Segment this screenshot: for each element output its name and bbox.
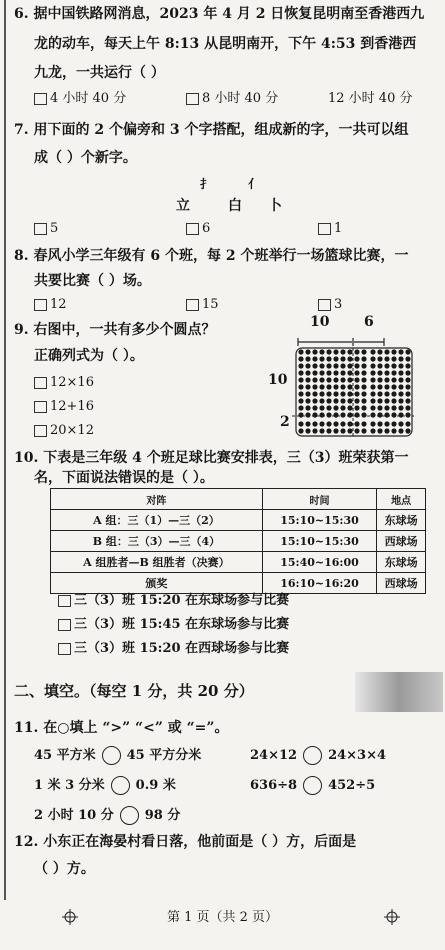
grid-dot [319, 405, 324, 410]
grid-dot [361, 428, 366, 433]
grid-dot [340, 398, 345, 403]
grid-dot [305, 349, 310, 354]
grid-dot [370, 377, 375, 382]
grid-dot [326, 428, 331, 433]
table-header: 地点 [377, 489, 426, 510]
grid-dot [370, 349, 375, 354]
grid-dot [405, 377, 410, 382]
grid-dot [361, 370, 366, 375]
grid-dot [298, 384, 303, 389]
grid-dot [340, 370, 345, 375]
grid-dot [319, 356, 324, 361]
table-cell: 15:10~15:30 [262, 531, 376, 552]
grid-dot [305, 398, 310, 403]
grid-dot [305, 363, 310, 368]
grid-dot [319, 384, 324, 389]
grid-dot [391, 384, 396, 389]
grid-dot [305, 421, 310, 426]
q7-radical-1: 扌 [200, 177, 213, 191]
grid-dot [305, 370, 310, 375]
grid-dot [361, 398, 366, 403]
q11-compare-4[interactable]: 636÷8 452÷5 [250, 778, 376, 793]
q11-line1: 11. 在○填上 “>” “<” 或 “=”。 [14, 720, 229, 736]
section-heading: 二、填空。（每空 1 分，共 20 分） [14, 682, 254, 700]
grid-dot [305, 412, 310, 417]
q10-option-b[interactable]: 三（3）班 15:45 在东球场参与比赛 [58, 614, 289, 636]
grid-dot [319, 391, 324, 396]
q11-compare-1[interactable]: 45 平方米 45 平方分米 [34, 748, 202, 763]
grid-dot [384, 370, 389, 375]
checkbox-icon [58, 595, 71, 607]
grid-dot [298, 398, 303, 403]
grid-dot [333, 384, 338, 389]
grid-dot [391, 398, 396, 403]
grid-dot [391, 391, 396, 396]
grid-dot [347, 391, 352, 396]
grid-dot [405, 398, 410, 403]
table-cell: 颁奖 [51, 573, 263, 594]
grid-dot [326, 363, 331, 368]
grid-dot [377, 384, 382, 389]
grid-dot [398, 363, 403, 368]
grid-dot [312, 405, 317, 410]
checkbox-icon [34, 223, 47, 235]
scan-shadow [355, 672, 443, 712]
grid-dot [326, 384, 331, 389]
grid-dot [391, 370, 396, 375]
grid-dot [405, 363, 410, 368]
q12-line2: （ ）方。 [34, 861, 95, 877]
grid-dot [377, 377, 382, 382]
q11-compare-3[interactable]: 1 米 3 分米 0.9 米 [34, 778, 176, 793]
grid-dot [312, 363, 317, 368]
grid-dot [361, 412, 366, 417]
grid-dot [384, 428, 389, 433]
q7-line1: 7. 用下面的 2 个偏旁和 3 个字搭配，组成新的字，一共可以组 [14, 122, 409, 138]
grid-dot [305, 391, 310, 396]
grid-dot [312, 421, 317, 426]
table-row [51, 510, 426, 531]
grid-dot [370, 356, 375, 361]
grid-dot [312, 428, 317, 433]
grid-dot [354, 384, 359, 389]
q10-option-a[interactable]: 三（3）班 15:20 在东球场参与比赛 [58, 590, 289, 612]
grid-dot [305, 356, 310, 361]
grid-dot [398, 384, 403, 389]
grid-dot [326, 398, 331, 403]
grid-dot [298, 349, 303, 354]
grid-dot [319, 428, 324, 433]
q6-line3: 九龙，一共运行（ ） [34, 65, 165, 81]
table-cell: 15:40~16:00 [262, 552, 376, 573]
grid-label-left: 10 [268, 372, 288, 388]
grid-dot [405, 421, 410, 426]
grid-dot [405, 370, 410, 375]
grid-dot [312, 412, 317, 417]
grid-dot [398, 370, 403, 375]
page-footer: 第 1 页（共 2 页） [166, 910, 279, 925]
grid-dot [370, 370, 375, 375]
grid-dot [347, 356, 352, 361]
table-cell: 西球场 [377, 531, 426, 552]
grid-dot [354, 391, 359, 396]
checkbox-icon [58, 619, 71, 631]
q6-option-b[interactable]: 8 小时 40 分 [186, 88, 278, 110]
grid-dot [298, 412, 303, 417]
grid-dot [340, 349, 345, 354]
grid-dot [391, 412, 396, 417]
grid-dot [333, 370, 338, 375]
grid-dot [333, 356, 338, 361]
dot-grid-svg [288, 336, 438, 440]
grid-dot [347, 405, 352, 410]
grid-dot [370, 398, 375, 403]
grid-dot [333, 398, 338, 403]
grid-dot [398, 421, 403, 426]
grid-dot [391, 428, 396, 433]
q12-line1: 12. 小东正在海晏村看日落，他前面是（ ）方，后面是 [14, 834, 357, 850]
grid-dot [319, 377, 324, 382]
grid-dot [384, 356, 389, 361]
grid-dot [305, 384, 310, 389]
grid-dot [384, 377, 389, 382]
grid-dot [354, 363, 359, 368]
grid-dot [340, 428, 345, 433]
grid-dot [398, 377, 403, 382]
grid-dot [354, 428, 359, 433]
checkbox-icon [34, 377, 47, 389]
table-cell: 东球场 [377, 552, 426, 573]
grid-dot [319, 421, 324, 426]
grid-label-top-left: 10 [310, 314, 330, 330]
q7-option-b[interactable]: 6 [186, 218, 210, 240]
checkbox-icon [58, 643, 71, 655]
grid-dot [305, 405, 310, 410]
grid-dot [326, 356, 331, 361]
grid-dot [340, 356, 345, 361]
binding-line [4, 0, 6, 900]
grid-dot [370, 384, 375, 389]
grid-dot [305, 428, 310, 433]
q9-line2: 正确列式为（ ）。 [34, 348, 144, 364]
grid-label-bottom: 2 [280, 414, 290, 430]
table-header-row [51, 489, 426, 510]
q11-compare-2[interactable]: 24×12 24×3×4 [250, 748, 387, 763]
q9-line1: 9. 右图中，一共有多少个圆点？ [14, 322, 216, 338]
grid-dot [312, 349, 317, 354]
grid-dot [354, 421, 359, 426]
table-cell: 15:10~15:30 [262, 510, 376, 531]
table-cell: 西球场 [377, 573, 426, 594]
dot-grid-figure [268, 314, 438, 444]
grid-dot [340, 405, 345, 410]
table-row [51, 531, 426, 552]
q8-option-a[interactable]: 12 [34, 294, 67, 316]
grid-dot [370, 405, 375, 410]
grid-dot [326, 349, 331, 354]
dots-group [298, 349, 410, 433]
grid-dot [333, 405, 338, 410]
grid-dot [354, 377, 359, 382]
grid-dot [391, 405, 396, 410]
grid-dot [398, 428, 403, 433]
grid-dot [340, 363, 345, 368]
grid-dot [347, 349, 352, 354]
q7-char-1: 立 [176, 198, 190, 214]
table-cell: A 组：三（1）—三（2） [51, 510, 263, 531]
grid-dot [333, 377, 338, 382]
grid-dot [370, 421, 375, 426]
q6-line2: 龙的动车，每天上午 8:13 从昆明南开，下午 4:53 到香港西 [34, 36, 417, 52]
grid-dot [405, 405, 410, 410]
grid-dot [361, 391, 366, 396]
grid-dot [398, 398, 403, 403]
grid-dot [298, 421, 303, 426]
grid-dot [398, 356, 403, 361]
q10-option-c[interactable]: 三（3）班 15:20 在西球场参与比赛 [58, 638, 289, 660]
grid-dot [340, 391, 345, 396]
grid-dot [361, 356, 366, 361]
grid-dot [384, 412, 389, 417]
answer-circle[interactable] [303, 746, 322, 765]
q6-option-a[interactable]: 4 小时 40 分 [34, 88, 126, 110]
grid-dot [361, 384, 366, 389]
grid-dot [326, 412, 331, 417]
grid-dot [391, 356, 396, 361]
grid-dot [326, 391, 331, 396]
grid-dot [398, 405, 403, 410]
grid-dot [377, 405, 382, 410]
table-header: 对阵 [51, 489, 263, 510]
grid-dot [377, 363, 382, 368]
table-cell: 16:10~16:20 [262, 573, 376, 594]
grid-dot [391, 349, 396, 354]
grid-dot [361, 405, 366, 410]
table-header: 时间 [262, 489, 376, 510]
table-cell: A 组胜者—B 组胜者（决赛） [51, 552, 263, 573]
grid-dot [391, 421, 396, 426]
answer-circle[interactable] [102, 746, 121, 765]
grid-dot [347, 377, 352, 382]
checkbox-icon [318, 299, 331, 311]
grid-dot [405, 356, 410, 361]
grid-dot [377, 398, 382, 403]
grid-dot [340, 384, 345, 389]
q8-line2: 共要比赛（ ）场。 [34, 273, 151, 289]
grid-dot [298, 356, 303, 361]
grid-dot [326, 405, 331, 410]
grid-dot [347, 370, 352, 375]
grid-dot [298, 391, 303, 396]
table-cell: 东球场 [377, 510, 426, 531]
grid-dot [312, 384, 317, 389]
grid-dot [312, 377, 317, 382]
grid-dot [340, 421, 345, 426]
grid-dot [354, 412, 359, 417]
checkbox-icon [34, 93, 47, 105]
checkbox-icon [34, 425, 47, 437]
grid-dot [405, 391, 410, 396]
grid-dot [333, 349, 338, 354]
grid-dot [384, 421, 389, 426]
grid-dot [312, 356, 317, 361]
grid-dot [361, 377, 366, 382]
q7-line2: 成（ ）个新字。 [34, 150, 137, 166]
grid-dot [354, 405, 359, 410]
grid-dot [354, 370, 359, 375]
checkbox-icon [34, 299, 47, 311]
q9-option-b[interactable]: 12+16 [34, 396, 94, 418]
grid-label-top-right: 6 [364, 314, 374, 330]
grid-dot [319, 349, 324, 354]
grid-dot [377, 391, 382, 396]
answer-circle[interactable] [120, 806, 139, 825]
grid-dot [391, 377, 396, 382]
grid-dot [377, 421, 382, 426]
grid-dot [384, 349, 389, 354]
grid-dot [384, 391, 389, 396]
grid-dot [361, 349, 366, 354]
grid-dot [333, 391, 338, 396]
grid-dot [333, 363, 338, 368]
grid-dot [347, 428, 352, 433]
grid-dot [326, 370, 331, 375]
grid-dot [298, 370, 303, 375]
checkbox-icon [318, 223, 331, 235]
grid-dot [354, 349, 359, 354]
grid-dot [384, 405, 389, 410]
grid-dot [305, 377, 310, 382]
q7-option-a[interactable]: 5 [34, 218, 58, 240]
grid-dot [298, 405, 303, 410]
grid-dot [377, 412, 382, 417]
q9-option-c[interactable]: 20×12 [34, 420, 94, 442]
grid-dot [333, 428, 338, 433]
grid-dot [405, 412, 410, 417]
grid-dot [384, 363, 389, 368]
grid-dot [340, 377, 345, 382]
grid-dot [340, 412, 345, 417]
table-cell: B 组：三（3）—三（4） [51, 531, 263, 552]
grid-dot [405, 428, 410, 433]
schedule-table [50, 488, 426, 594]
q7-char-3: 卜 [268, 198, 282, 214]
q8-line1: 8. 春风小学三年级有 6 个班，每 2 个班举行一场篮球比赛，一 [14, 248, 409, 264]
grid-dot [347, 412, 352, 417]
grid-dot [319, 398, 324, 403]
grid-dot [377, 370, 382, 375]
grid-dot [377, 428, 382, 433]
q6-option-c[interactable]: 12 小时 40 分 [328, 91, 413, 106]
answer-circle[interactable] [111, 776, 130, 795]
q7-option-c[interactable]: 1 [318, 218, 342, 240]
grid-dot [370, 412, 375, 417]
grid-dot [370, 428, 375, 433]
grid-dot [384, 384, 389, 389]
grid-dot [347, 384, 352, 389]
checkbox-icon [186, 223, 199, 235]
checkbox-icon [186, 299, 199, 311]
grid-dot [391, 363, 396, 368]
grid-dot [384, 398, 389, 403]
grid-dot [312, 398, 317, 403]
q11-compare-5[interactable]: 2 小时 10 分 98 分 [34, 808, 181, 823]
grid-dot [319, 412, 324, 417]
grid-dot [361, 363, 366, 368]
grid-dot [398, 349, 403, 354]
grid-dot [398, 412, 403, 417]
grid-dot [333, 412, 338, 417]
registration-mark-icon [384, 909, 400, 925]
grid-dot [398, 391, 403, 396]
grid-dot [405, 384, 410, 389]
grid-dot [326, 421, 331, 426]
checkbox-icon [34, 401, 47, 413]
answer-circle[interactable] [303, 776, 322, 795]
grid-dot [347, 398, 352, 403]
q10-line2: 名，下面说法错误的是（ ）。 [34, 470, 214, 486]
grid-dot [326, 377, 331, 382]
grid-dot [319, 363, 324, 368]
grid-dot [377, 356, 382, 361]
grid-dot [312, 370, 317, 375]
grid-dot [370, 391, 375, 396]
grid-dot [298, 428, 303, 433]
grid-dot [298, 377, 303, 382]
q7-char-2: 白 [228, 198, 242, 214]
grid-dot [361, 421, 366, 426]
grid-dot [298, 363, 303, 368]
grid-dot [370, 363, 375, 368]
grid-dot [347, 363, 352, 368]
grid-dot [354, 398, 359, 403]
q8-option-b[interactable]: 15 [186, 294, 219, 316]
table-row [51, 552, 426, 573]
checkbox-icon [186, 93, 199, 105]
q7-radical-2: 亻 [248, 177, 261, 191]
grid-dot [354, 356, 359, 361]
q9-option-a[interactable]: 12×16 [34, 372, 94, 394]
grid-dot [377, 349, 382, 354]
q8-option-c[interactable]: 3 [318, 294, 342, 316]
q6-line1: 6. 据中国铁路网消息，2023 年 4 月 2 日恢复昆明南至香港西九 [14, 6, 425, 22]
grid-dot [312, 391, 317, 396]
grid-dot [319, 370, 324, 375]
grid-dot [347, 421, 352, 426]
q10-line1: 10. 下表是三年级 4 个班足球比赛安排表，三（3）班荣获第一 [14, 450, 409, 466]
grid-dot [333, 421, 338, 426]
